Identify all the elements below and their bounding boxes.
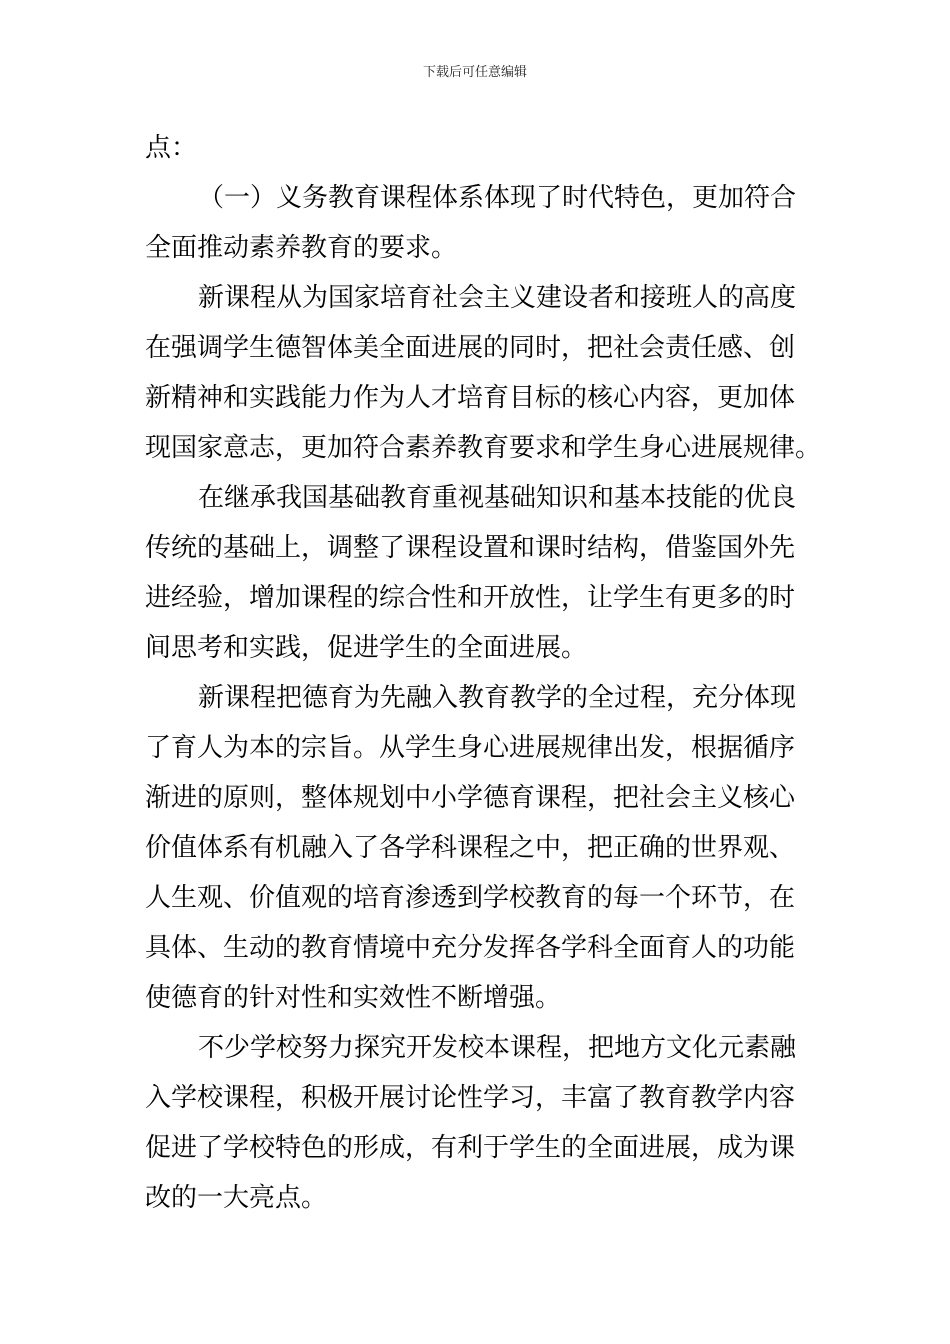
text-line: 新精神和实践能力作为人才培育目标的核心内容，更加体: [145, 383, 796, 413]
text-line: 进经验，增加课程的综合性和开放性，让学生有更多的时: [145, 583, 796, 613]
text-line: 渐进的原则，整体规划中小学德育课程，把社会主义核心: [145, 783, 796, 813]
text-line: 人生观、价值观的培育渗透到学校教育的每一个环节，在: [145, 883, 796, 913]
text-line: 价值体系有机融入了各学科课程之中，把正确的世界观、: [145, 833, 796, 863]
text-line: 入学校课程，积极开展讨论性学习，丰富了教育教学内容: [145, 1083, 796, 1113]
section-heading-line: （一）义务教育课程体系体现了时代特色，更加符合: [198, 183, 797, 213]
text-line: 在强调学生德智体美全面进展的同时，把社会责任感、创: [145, 333, 796, 363]
text-line: 新课程从为国家培育社会主义建设者和接班人的高度: [198, 283, 797, 313]
text-line: 不少学校努力探究开发校本课程，把地方文化元素融: [198, 1033, 797, 1063]
text-line: 全面推动素养教育的要求。: [145, 233, 458, 263]
text-line: 了育人为本的宗旨。从学生身心进展规律出发，根据循序: [145, 733, 796, 763]
text-line: 现国家意志，更加符合素养教育要求和学生身心进展规律。: [145, 433, 822, 463]
text-line: 点：: [145, 133, 198, 163]
page-header: 下载后可任意编辑: [422, 65, 527, 80]
text-line: 促进了学校特色的形成，有利于学生的全面进展，成为课: [145, 1133, 796, 1163]
text-line: 新课程把德育为先融入教育教学的全过程，充分体现: [198, 683, 797, 713]
text-line: 使德育的针对性和实效性不断增强。: [145, 983, 562, 1013]
text-line: 间思考和实践，促进学生的全面进展。: [145, 633, 588, 663]
text-line: 传统的基础上，调整了课程设置和课时结构，借鉴国外先: [145, 533, 796, 563]
text-line: 在继承我国基础教育重视基础知识和基本技能的优良: [198, 483, 797, 513]
text-line: 具体、生动的教育情境中充分发挥各学科全面育人的功能: [145, 933, 796, 963]
text-line: 改的一大亮点。: [145, 1183, 328, 1213]
